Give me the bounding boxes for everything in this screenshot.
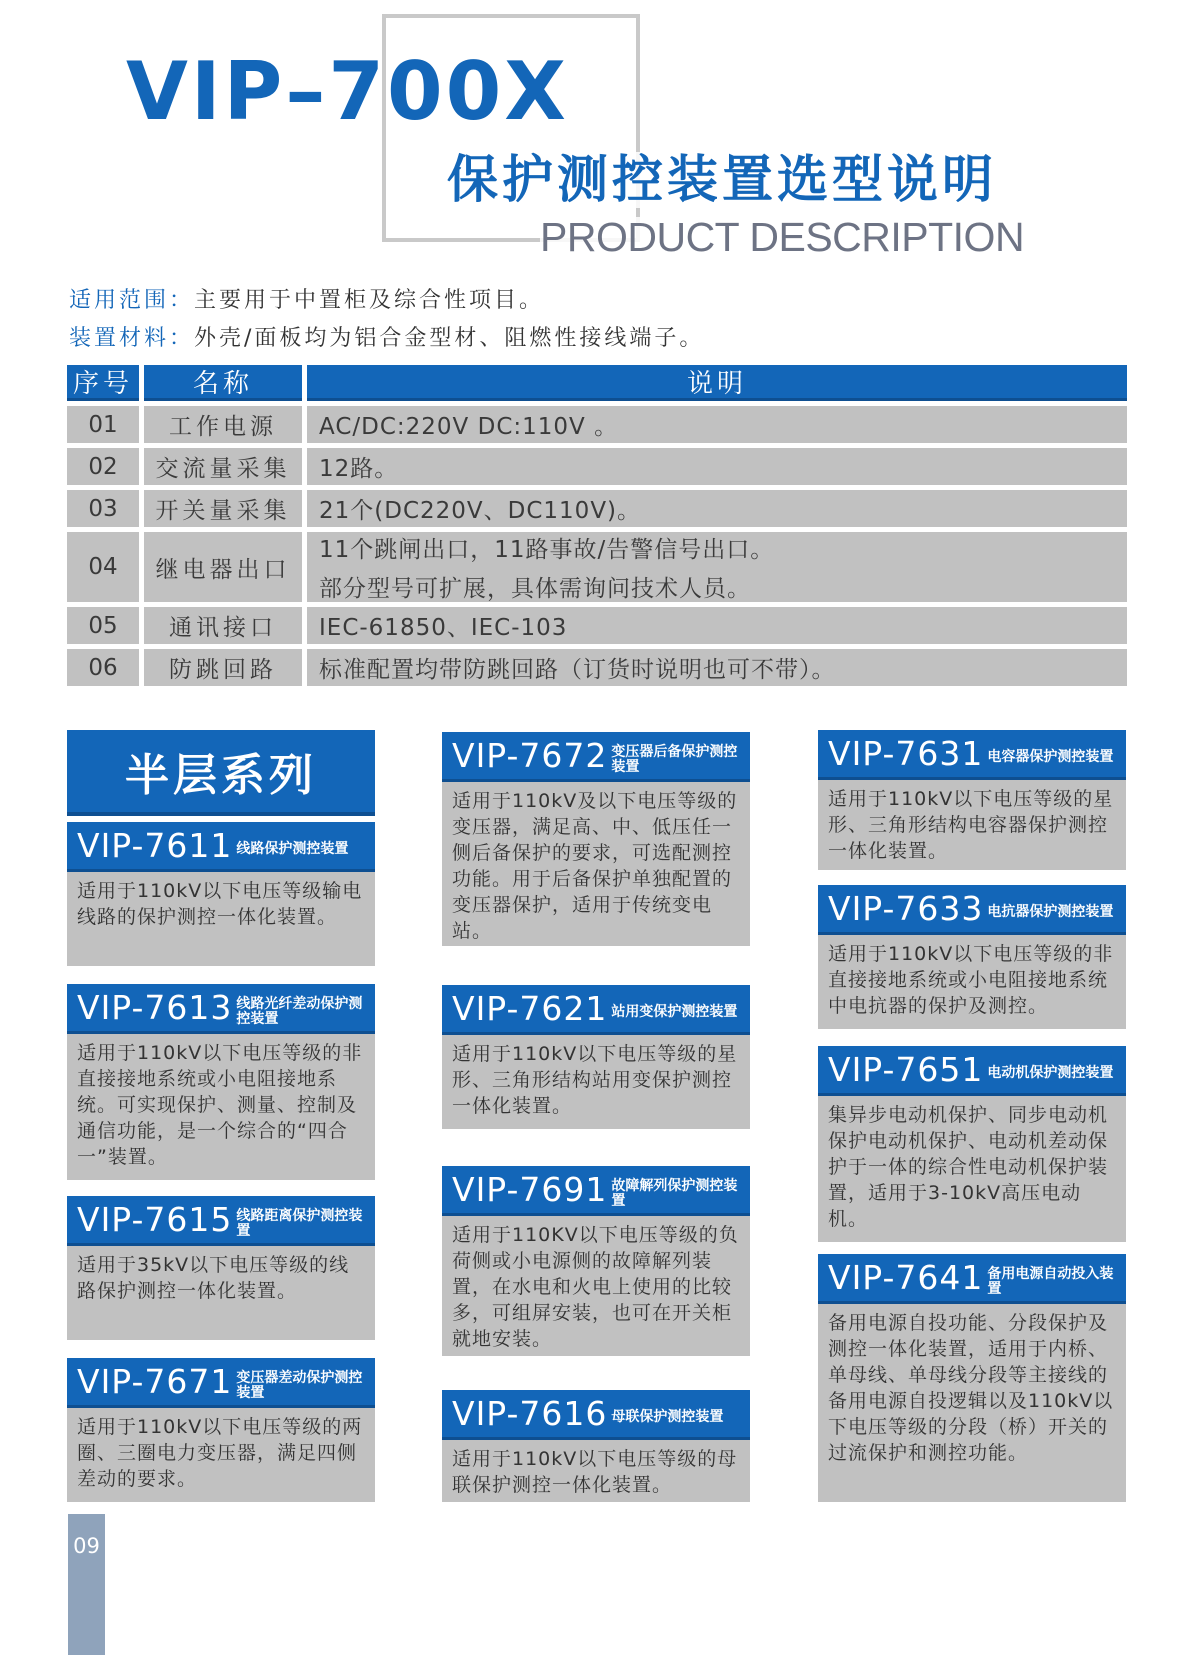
product-subtitle: 线路光纤差动保护测控装置: [236, 995, 363, 1027]
card-header: [442, 732, 750, 782]
page-subtitle-en: PRODUCT DESCRIPTION: [540, 214, 1025, 260]
product-model: VIP-7611: [77, 826, 233, 865]
product-subtitle: 变压器差动保护测控装置: [236, 1369, 363, 1401]
product-card-7691: [442, 1166, 750, 1356]
row-desc: IEC-61850、IEC-103: [307, 607, 1127, 644]
product-model: VIP-7616: [452, 1394, 608, 1433]
series-title: 半层系列: [67, 730, 375, 816]
product-subtitle: 电抗器保护测控装置: [987, 904, 1114, 921]
product-model: VIP-7651: [828, 1050, 984, 1089]
row-no: 03: [67, 490, 139, 527]
header-name: 名称: [144, 365, 302, 401]
product-card-7641: [818, 1254, 1126, 1502]
product-card-7631: [818, 730, 1126, 870]
header-desc: 说明: [307, 365, 1127, 401]
header-no: 序号: [67, 365, 139, 401]
product-description: 适用于110kV以下电压等级的非直接接地系统或小电阻接地系统中电抗器的保护及测控。: [818, 935, 1126, 1029]
product-subtitle: 线路距离保护测控装置: [236, 1207, 363, 1239]
product-description: 适用于35kV以下电压等级的线路保护测控一体化装置。: [67, 1246, 375, 1340]
product-model: VIP-7631: [828, 734, 984, 773]
product-description: 适用于110kV以下电压等级输电线路的保护测控一体化装置。: [67, 872, 375, 966]
row-name: 交流量采集: [144, 448, 302, 485]
page-title: 保护测控装置选型说明: [447, 150, 998, 210]
product-subtitle: 故障解列保护测控装置: [611, 1177, 738, 1209]
row-no: 06: [67, 649, 139, 686]
card-header: [67, 1358, 375, 1408]
info-material: [69, 326, 704, 352]
spec-table: [67, 365, 1127, 691]
row-desc-line: 11个跳闸出口，11路事故/告警信号出口。: [319, 537, 775, 563]
product-subtitle: 电动机保护测控装置: [987, 1065, 1114, 1082]
row-desc: 21个(DC220V、DC110V)。: [307, 490, 1127, 527]
info-value: 主要用于中置柜及综合性项目。: [194, 288, 545, 313]
product-description: 适用于110KV以下电压等级的负荷侧或小电源侧的故障解列装置，在水电和火电上使用的比较多，可组屏安装，也可在开关柜就地安装。: [442, 1216, 750, 1356]
product-subtitle: 站用变保护测控装置: [611, 1004, 738, 1021]
product-card-7611: [67, 822, 375, 966]
product-model: VIP-7672: [452, 736, 608, 775]
row-no: 01: [67, 406, 139, 443]
card-header: [67, 984, 375, 1034]
card-header: [442, 1166, 750, 1216]
row-desc: AC/DC:220V DC:110V 。: [307, 406, 1127, 443]
row-name: 防跳回路: [144, 649, 302, 686]
product-card-7621: [442, 985, 750, 1129]
product-model: VIP-7641: [828, 1258, 984, 1297]
row-desc: 标准配置均带防跳回路（订货时说明也可不带）。: [307, 649, 1127, 686]
card-header: [818, 730, 1126, 780]
product-card-7633: [818, 885, 1126, 1029]
row-name: 通讯接口: [144, 607, 302, 644]
product-subtitle: 电容器保护测控装置: [987, 749, 1114, 766]
product-description: 适用于110kV及以下电压等级的变压器，满足高、中、低压任一侧后备保护的要求，可选配测控功能。用于后备保护单独配置的变压器保护，适用于传统变电站。: [442, 782, 750, 946]
info-scope: [69, 288, 544, 314]
product-subtitle: 线路保护测控装置: [236, 841, 349, 858]
row-name: 开关量采集: [144, 490, 302, 527]
row-no: 05: [67, 607, 139, 644]
product-model: VIP-7621: [452, 989, 608, 1028]
product-subtitle: 母联保护测控装置: [611, 1409, 724, 1426]
table-row: [67, 406, 1127, 443]
product-card-7651: [818, 1046, 1126, 1242]
product-subtitle: 变压器后备保护测控装置: [611, 743, 738, 775]
product-card-7672: [442, 732, 750, 946]
product-model: VIP-7671: [77, 1362, 233, 1401]
product-description: 集异步电动机保护、同步电动机保护电动机保护、电动机差动保护于一体的综合性电动机保护装置，适用于3-10kV高压电动机。: [818, 1096, 1126, 1242]
row-desc: 12路。: [307, 448, 1127, 485]
row-name: 工作电源: [144, 406, 302, 443]
info-label: 适用范围：: [69, 288, 195, 313]
row-no: 04: [67, 532, 139, 602]
row-desc: [307, 532, 1127, 602]
card-header: [67, 1196, 375, 1246]
product-model: VIP-7691: [452, 1170, 608, 1209]
product-description: 适用于110kV以下电压等级的两圈、三圈电力变压器，满足四侧差动的要求。: [67, 1408, 375, 1502]
card-header: [818, 1254, 1126, 1304]
table-row: [67, 607, 1127, 644]
table-row: [67, 448, 1127, 485]
table-row: [67, 532, 1127, 602]
product-model: VIP-7633: [828, 889, 984, 928]
row-desc-line: 部分型号可扩展，具体需询问技术人员。: [319, 576, 751, 602]
row-no: 02: [67, 448, 139, 485]
table-row: [67, 649, 1127, 686]
product-card-7616: [442, 1390, 750, 1502]
product-card-7671: [67, 1358, 375, 1502]
product-model: VIP-7613: [77, 988, 233, 1027]
page-number: 09: [73, 1534, 100, 1558]
product-description: 适用于110kV以下电压等级的非直接接地系统或小电阻接地系统。可实现保护、测量、控制及通信功能，是一个综合的“四合一”装置。: [67, 1034, 375, 1180]
product-description: 适用于110kV以下电压等级的星形、三角形结构电容器保护测控一体化装置。: [818, 780, 1126, 870]
product-card-7613: [67, 984, 375, 1180]
product-card-7615: [67, 1196, 375, 1340]
table-row: [67, 490, 1127, 527]
card-header: [818, 885, 1126, 935]
row-name: 继电器出口: [144, 532, 302, 602]
product-description: 备用电源自投功能、分段保护及测控一体化装置，适用于内桥、单母线、单母线分段等主接线的备用电源自投逻辑以及110kV以下电压等级的分段（桥）开关的过流保护和测控功能。: [818, 1304, 1126, 1502]
card-header: [818, 1046, 1126, 1096]
product-description: 适用于110kV以下电压等级的星形、三角形结构站用变保护测控一体化装置。: [442, 1035, 750, 1129]
product-model: VIP-7615: [77, 1200, 233, 1239]
spec-table-header: [67, 365, 1127, 401]
card-header: [442, 1390, 750, 1440]
card-header: [442, 985, 750, 1035]
info-label: 装置材料：: [69, 326, 195, 351]
card-header: [67, 822, 375, 872]
model-title: VIP–700X: [126, 45, 569, 138]
info-value: 外壳/面板均为铝合金型材、阻燃性接线端子。: [194, 326, 705, 351]
product-subtitle: 备用电源自动投入装置: [987, 1265, 1114, 1297]
product-description: 适用于110kV以下电压等级的母联保护测控一体化装置。: [442, 1440, 750, 1502]
